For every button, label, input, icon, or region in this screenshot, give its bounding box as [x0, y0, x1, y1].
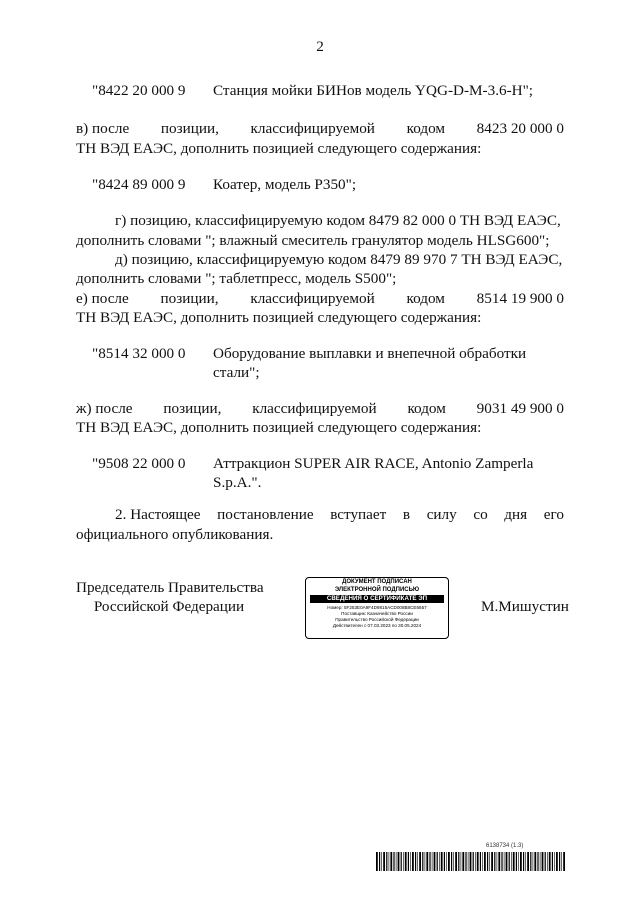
- barcode-bar: [513, 852, 515, 871]
- barcode-bar: [534, 852, 536, 871]
- paragraph-e-line1: [76, 290, 564, 308]
- word: со: [473, 506, 488, 523]
- barcode-bar: [549, 852, 551, 871]
- word: 2. Настоящее: [115, 506, 201, 523]
- barcode-bar: [491, 852, 493, 871]
- barcode-bar: [425, 852, 426, 871]
- barcode-bar: [419, 852, 421, 871]
- barcode-bar: [547, 852, 548, 871]
- barcode-bar: [448, 852, 450, 871]
- signatory-name: М.Мишустин: [481, 598, 569, 615]
- signatory-title-line1: Председатель Правительства: [76, 579, 264, 596]
- barcode-bar: [518, 852, 519, 871]
- paragraph-2-line2: официального опубликования.: [76, 526, 274, 543]
- word: в) после: [76, 120, 130, 137]
- barcode-bar: [415, 852, 416, 871]
- barcode-bar: [497, 852, 498, 871]
- paragraph-zh-line2: ТН ВЭД ЕАЭС, дополнить позицией следующего содержания:: [76, 419, 482, 436]
- signatory-title-line2: Российской Федерации: [93, 598, 245, 615]
- word: позиции,: [160, 290, 219, 307]
- word: 9031 49 900 0: [476, 400, 564, 417]
- stamp-validity: Действителен с 07.03.2023 по 30.05.2024: [332, 623, 422, 628]
- item-description: Оборудование выплавки и внепечной обработки: [213, 345, 527, 362]
- word: классифицируемой: [250, 290, 375, 307]
- barcode-bar: [410, 852, 411, 871]
- word: 8423 20 000 0: [476, 120, 564, 137]
- barcode-bar: [381, 852, 382, 871]
- barcode-bar: [383, 852, 385, 871]
- barcode-bar: [473, 852, 474, 871]
- item-description: Станция мойки БИНов модель YQG-D-M-3.6-H";: [213, 82, 534, 99]
- barcode-bar: [525, 852, 526, 871]
- barcode-bar: [426, 852, 428, 871]
- barcode-bar: [516, 852, 517, 871]
- paragraph-2-line1: [115, 506, 564, 524]
- barcode-bar: [545, 852, 546, 871]
- barcode-bar: [482, 852, 483, 871]
- barcode-bar: [556, 852, 558, 871]
- barcode-bar: [455, 852, 457, 871]
- tariff-code: "8422 20 000 9: [92, 82, 186, 99]
- barcode-bar: [484, 852, 486, 871]
- word: позиции,: [163, 400, 222, 417]
- word: силу: [426, 506, 457, 523]
- paragraph-g-line1: г) позицию, классифицируемую кодом 8479 82 000 0 ТН ВЭД ЕАЭС,: [115, 212, 561, 229]
- barcode-bar: [393, 852, 394, 871]
- barcode-bar: [429, 852, 430, 871]
- word: вступает: [330, 506, 387, 523]
- stamp-serial: Номер: 5F253E0A9F4D9815ACD008B8CE6657: [327, 605, 427, 610]
- word: позиции,: [160, 120, 219, 137]
- item-description: Аттракцион SUPER AIR RACE, Antonio Zamperla: [213, 455, 534, 472]
- paragraph-g-line2: дополнить словами "; влажный смеситель гранулятор модель HLSG600";: [76, 232, 550, 249]
- stamp-issuer1: Поставщик: Казначейство России: [341, 611, 413, 616]
- barcode-bar: [509, 852, 510, 871]
- barcode-bar: [389, 852, 390, 871]
- barcode-bar: [489, 852, 490, 871]
- barcode-bar: [494, 852, 495, 871]
- barcode-bar: [379, 852, 380, 871]
- barcode-bar: [390, 852, 392, 871]
- word: в: [402, 506, 411, 523]
- barcode-bar: [527, 852, 529, 871]
- barcode-bar: [468, 852, 469, 871]
- barcode-bar: [398, 852, 400, 871]
- barcode-bar: [561, 852, 562, 871]
- barcode-bar: [444, 852, 445, 871]
- word: кодом: [406, 290, 445, 307]
- barcode-bar: [498, 852, 500, 871]
- paragraph-d-line1: д) позицию, классифицируемую кодом 8479 89 970 7 ТН ВЭД ЕАЭС,: [115, 251, 563, 268]
- stamp-band: СВЕДЕНИЯ О СЕРТИФИКАТЕ ЭП: [310, 595, 444, 603]
- word: постановление: [217, 506, 314, 523]
- stamp-line2: ЭЛЕКТРОННОЙ ПОДПИСЬЮ: [334, 587, 420, 593]
- barcode-bar: [401, 852, 402, 871]
- item-description-cont: стали";: [213, 364, 260, 381]
- barcode-bar: [475, 852, 476, 871]
- barcode-bar: [523, 852, 524, 871]
- word: ж) после: [76, 400, 133, 417]
- barcode-bar: [530, 852, 531, 871]
- barcode-bar: [458, 852, 459, 871]
- tariff-code: "8424 89 000 9: [92, 176, 186, 193]
- barcode-bar: [537, 852, 538, 871]
- barcode-bar: [542, 852, 544, 871]
- barcode-bar: [462, 852, 464, 871]
- word: дня: [504, 506, 528, 523]
- barcode-bar: [453, 852, 454, 871]
- barcode-bar: [439, 852, 440, 871]
- tariff-code: "9508 22 000 0: [92, 455, 186, 472]
- barcode-bar: [533, 852, 534, 871]
- barcode-bar: [470, 852, 472, 871]
- barcode-bar: [405, 852, 407, 871]
- barcode-bar: [437, 852, 438, 871]
- paragraph-zh-line1: [76, 400, 564, 418]
- word: кодом: [407, 400, 446, 417]
- barcode-bar: [434, 852, 436, 871]
- barcode-bar: [412, 852, 414, 871]
- barcode-bar: [501, 852, 502, 871]
- stamp-line1: ДОКУМЕНТ ПОДПИСАН: [342, 579, 412, 585]
- word: его: [543, 506, 564, 523]
- barcode-bar: [487, 852, 488, 871]
- barcode-bar: [376, 852, 378, 871]
- barcode-bar: [422, 852, 423, 871]
- tariff-code: "8514 32 000 0: [92, 345, 186, 362]
- stamp-issuer2: Правительство Российской Федерации: [335, 617, 419, 622]
- barcode-bar: [520, 852, 522, 871]
- paragraph-e-line2: ТН ВЭД ЕАЭС, дополнить позицией следующего содержания:: [76, 309, 482, 326]
- barcode-bar: [446, 852, 447, 871]
- word: кодом: [406, 120, 445, 137]
- electronic-signature-stamp: [305, 577, 449, 639]
- barcode-bar: [563, 852, 565, 871]
- barcode-label: 6138734 (1.3): [486, 843, 524, 849]
- page-number: 2: [316, 38, 324, 55]
- barcode-bar: [540, 852, 541, 871]
- barcode-bar: [461, 852, 462, 871]
- barcode-bar: [477, 852, 479, 871]
- barcode-bar: [465, 852, 466, 871]
- paragraph-v-line2: ТН ВЭД ЕАЭС, дополнить позицией следующего содержания:: [76, 140, 482, 157]
- paragraph-v-line1: [76, 120, 564, 138]
- barcode-bar: [386, 852, 387, 871]
- barcode-bar: [403, 852, 404, 871]
- barcode-bar: [408, 852, 409, 871]
- item-description-cont: S.p.A.".: [213, 474, 262, 491]
- barcode-bar: [504, 852, 505, 871]
- barcode-image: [376, 852, 566, 871]
- word: классифицируемой: [250, 120, 375, 137]
- word: е) после: [76, 290, 129, 307]
- word: 8514 19 900 0: [476, 290, 564, 307]
- barcode-bar: [506, 852, 508, 871]
- barcode-bar: [441, 852, 443, 871]
- paragraph-d-line2: дополнить словами "; таблетпресс, модель S500";: [76, 270, 397, 287]
- item-description: Коатер, модель P350";: [213, 176, 357, 193]
- barcode-bar: [480, 852, 481, 871]
- barcode-bar: [417, 852, 418, 871]
- barcode-bar: [554, 852, 555, 871]
- barcode-bar: [559, 852, 560, 871]
- barcode-bar: [396, 852, 397, 871]
- word: классифицируемой: [252, 400, 377, 417]
- barcode-bar: [552, 852, 553, 871]
- barcode-bar: [432, 852, 433, 871]
- barcode-bar: [511, 852, 512, 871]
- barcode-bar: [451, 852, 452, 871]
